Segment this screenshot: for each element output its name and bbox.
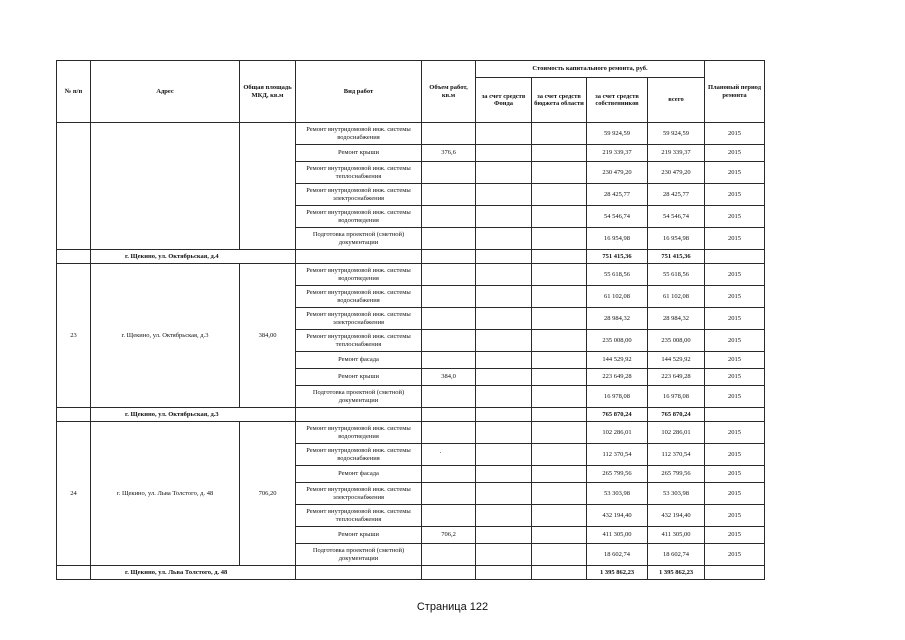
cost-own: 219 339,37 <box>587 145 648 162</box>
cost-total: 16 978,08 <box>648 386 705 408</box>
cost-total: 112 370,54 <box>648 444 705 466</box>
subtotal-period-cell <box>705 566 765 580</box>
cost-total: 102 286,01 <box>648 422 705 444</box>
subtotal-work-cell <box>296 408 422 422</box>
header-fund: за счет средств Фонда <box>476 78 532 123</box>
work-type: Ремонт внутридомовой инж. системы водоотведения <box>296 206 422 228</box>
cost-total: 265 799,56 <box>648 466 705 483</box>
cost-total: 219 339,37 <box>648 145 705 162</box>
subtotal-budget-cell <box>532 408 587 422</box>
cost-budget <box>532 286 587 308</box>
cost-own: 28 984,32 <box>587 308 648 330</box>
repair-period: 2015 <box>705 286 765 308</box>
work-type: Ремонт фасада <box>296 466 422 483</box>
subtotal-num-cell <box>57 408 91 422</box>
scan-speck <box>440 452 441 453</box>
row-area: 384,00 <box>240 264 296 408</box>
header-area: Общая площадь МКД, кв.м <box>240 61 296 123</box>
subtotal-total: 1 395 862,23 <box>648 566 705 580</box>
cost-total: 432 194,40 <box>648 505 705 527</box>
cost-fund <box>476 330 532 352</box>
cost-fund <box>476 286 532 308</box>
work-volume <box>422 184 476 206</box>
subtotal-fund-cell <box>476 408 532 422</box>
work-type: Ремонт фасада <box>296 352 422 369</box>
cost-budget <box>532 330 587 352</box>
subtotal-total: 751 415,36 <box>648 250 705 264</box>
header-work: Вид работ <box>296 61 422 123</box>
header-budget: за счет средств бюджета области <box>532 78 587 123</box>
repair-period: 2015 <box>705 505 765 527</box>
cost-budget <box>532 123 587 145</box>
work-type: Ремонт крыши <box>296 369 422 386</box>
subtotal-volume-cell <box>422 250 476 264</box>
work-type: Ремонт внутридомовой инж. системы водоотведения <box>296 264 422 286</box>
work-type: Ремонт внутридомовой инж. системы теплоснабжения <box>296 505 422 527</box>
cost-budget <box>532 162 587 184</box>
work-volume: 376,6 <box>422 145 476 162</box>
cost-own: 18 602,74 <box>587 544 648 566</box>
subtotal-num-cell <box>57 566 91 580</box>
cost-fund <box>476 527 532 544</box>
cost-own: 16 954,98 <box>587 228 648 250</box>
table-body <box>57 61 765 580</box>
cost-fund <box>476 369 532 386</box>
header-row <box>57 61 765 78</box>
cost-fund <box>476 422 532 444</box>
repair-period: 2015 <box>705 145 765 162</box>
subtotal-num-cell <box>57 250 91 264</box>
cost-budget <box>532 483 587 505</box>
work-type: Подготовка проектной (сметной) документации <box>296 544 422 566</box>
work-type: Ремонт внутридомовой инж. системы водоснабжения <box>296 123 422 145</box>
cost-budget <box>532 352 587 369</box>
work-volume <box>422 386 476 408</box>
cost-fund <box>476 505 532 527</box>
cost-total: 411 305,00 <box>648 527 705 544</box>
cost-fund <box>476 145 532 162</box>
work-volume: 384,0 <box>422 369 476 386</box>
cost-own: 53 303,98 <box>587 483 648 505</box>
subtotal-fund-cell <box>476 566 532 580</box>
work-volume <box>422 444 476 466</box>
work-type: Подготовка проектной (сметной) документации <box>296 228 422 250</box>
cost-fund <box>476 162 532 184</box>
cost-budget <box>532 184 587 206</box>
cost-own: 432 194,40 <box>587 505 648 527</box>
work-volume <box>422 308 476 330</box>
cost-total: 16 954,98 <box>648 228 705 250</box>
cost-fund <box>476 544 532 566</box>
work-type: Ремонт внутридомовой инж. системы электроснабжения <box>296 308 422 330</box>
cost-total: 223 649,28 <box>648 369 705 386</box>
work-volume <box>422 466 476 483</box>
cost-total: 230 479,20 <box>648 162 705 184</box>
page-number: Страница 122 <box>416 601 489 613</box>
header-num: № п/п <box>57 61 91 123</box>
subtotal-budget-cell <box>532 566 587 580</box>
subtotal-row <box>57 566 765 580</box>
work-type: Ремонт внутридомовой инж. системы водоснабжения <box>296 286 422 308</box>
repair-period: 2015 <box>705 483 765 505</box>
header-volume: Объем работ, кв.м <box>422 61 476 123</box>
work-volume <box>422 422 476 444</box>
cost-total: 28 984,32 <box>648 308 705 330</box>
work-volume <box>422 286 476 308</box>
cost-own: 223 649,28 <box>587 369 648 386</box>
cost-budget <box>532 444 587 466</box>
repair-period: 2015 <box>705 308 765 330</box>
cost-budget <box>532 505 587 527</box>
work-volume <box>422 228 476 250</box>
subtotal-row <box>57 408 765 422</box>
capital-repair-table <box>56 60 765 580</box>
work-volume <box>422 206 476 228</box>
work-volume <box>422 123 476 145</box>
table-row <box>57 422 765 444</box>
cost-own: 235 008,00 <box>587 330 648 352</box>
repair-period: 2015 <box>705 527 765 544</box>
cost-fund <box>476 264 532 286</box>
work-volume <box>422 483 476 505</box>
subtotal-period-cell <box>705 250 765 264</box>
subtotal-row <box>57 250 765 264</box>
subtotal-own: 1 395 862,23 <box>587 566 648 580</box>
subtotal-own: 765 870,24 <box>587 408 648 422</box>
cost-total: 18 602,74 <box>648 544 705 566</box>
cost-fund <box>476 123 532 145</box>
cost-total: 55 618,56 <box>648 264 705 286</box>
header-period: Плановый период ремонта <box>705 61 765 123</box>
table-row <box>57 123 765 145</box>
cost-own: 230 479,20 <box>587 162 648 184</box>
cost-own: 102 286,01 <box>587 422 648 444</box>
subtotal-own: 751 415,36 <box>587 250 648 264</box>
work-volume <box>422 505 476 527</box>
repair-period: 2015 <box>705 330 765 352</box>
repair-period: 2015 <box>705 544 765 566</box>
cost-budget <box>532 145 587 162</box>
repair-period: 2015 <box>705 466 765 483</box>
header-total: всего <box>648 78 705 123</box>
cost-own: 411 305,00 <box>587 527 648 544</box>
repair-period: 2015 <box>705 228 765 250</box>
cost-fund <box>476 483 532 505</box>
row-address: г. Щекино, ул. Льва Толстого, д. 48 <box>91 422 240 566</box>
cost-own: 16 978,08 <box>587 386 648 408</box>
cost-own: 112 370,54 <box>587 444 648 466</box>
work-type: Ремонт внутридомовой инж. системы водоснабжения <box>296 444 422 466</box>
repair-period: 2015 <box>705 123 765 145</box>
work-volume <box>422 162 476 184</box>
cost-budget <box>532 527 587 544</box>
subtotal-work-cell <box>296 250 422 264</box>
cost-own: 61 102,08 <box>587 286 648 308</box>
work-type: Ремонт внутридомовой инж. системы водоотведения <box>296 422 422 444</box>
cost-total: 235 008,00 <box>648 330 705 352</box>
repair-period: 2015 <box>705 206 765 228</box>
cost-fund <box>476 206 532 228</box>
work-type: Ремонт внутридомовой инж. системы электроснабжения <box>296 184 422 206</box>
work-volume <box>422 264 476 286</box>
cost-budget <box>532 228 587 250</box>
cost-fund <box>476 466 532 483</box>
cost-budget <box>532 264 587 286</box>
row-area: 706,20 <box>240 422 296 566</box>
cost-fund <box>476 352 532 369</box>
cost-own: 28 425,77 <box>587 184 648 206</box>
subtotal-address: г. Щекино, ул. Октябрьская, д.4 <box>91 250 296 264</box>
cost-fund <box>476 444 532 466</box>
repair-period: 2015 <box>705 444 765 466</box>
header-cost-group: Стоимость капитального ремонта, руб. <box>476 61 705 78</box>
work-type: Ремонт крыши <box>296 145 422 162</box>
cost-budget <box>532 369 587 386</box>
row-address <box>91 123 240 250</box>
cost-total: 144 529,92 <box>648 352 705 369</box>
subtotal-volume-cell <box>422 566 476 580</box>
cost-total: 59 924,59 <box>648 123 705 145</box>
work-type: Подготовка проектной (сметной) документации <box>296 386 422 408</box>
cost-total: 53 303,98 <box>648 483 705 505</box>
cost-total: 28 425,77 <box>648 184 705 206</box>
work-volume <box>422 330 476 352</box>
header-address: Адрес <box>91 61 240 123</box>
repair-period: 2015 <box>705 422 765 444</box>
work-volume: 706,2 <box>422 527 476 544</box>
cost-budget <box>532 308 587 330</box>
work-volume <box>422 544 476 566</box>
repair-period: 2015 <box>705 352 765 369</box>
subtotal-volume-cell <box>422 408 476 422</box>
subtotal-address: г. Щекино, ул. Льва Толстого, д. 48 <box>91 566 296 580</box>
cost-own: 144 529,92 <box>587 352 648 369</box>
cost-budget <box>532 544 587 566</box>
cost-budget <box>532 422 587 444</box>
work-type: Ремонт внутридомовой инж. системы теплоснабжения <box>296 162 422 184</box>
cost-fund <box>476 308 532 330</box>
cost-total: 54 546,74 <box>648 206 705 228</box>
repair-period: 2015 <box>705 386 765 408</box>
repair-period: 2015 <box>705 369 765 386</box>
repair-period: 2015 <box>705 184 765 206</box>
cost-budget <box>532 466 587 483</box>
row-number: 23 <box>57 264 91 408</box>
work-type: Ремонт внутридомовой инж. системы электроснабжения <box>296 483 422 505</box>
cost-total: 61 102,08 <box>648 286 705 308</box>
subtotal-period-cell <box>705 408 765 422</box>
repair-period: 2015 <box>705 264 765 286</box>
subtotal-fund-cell <box>476 250 532 264</box>
row-address: г. Щекино, ул. Октябрьская, д.3 <box>91 264 240 408</box>
header-own: за счет средств собственников <box>587 78 648 123</box>
subtotal-address: г. Щекино, ул. Октябрьская, д.3 <box>91 408 296 422</box>
cost-own: 59 924,59 <box>587 123 648 145</box>
cost-own: 265 799,56 <box>587 466 648 483</box>
subtotal-work-cell <box>296 566 422 580</box>
row-number <box>57 123 91 250</box>
cost-budget <box>532 206 587 228</box>
row-number: 24 <box>57 422 91 566</box>
work-type: Ремонт внутридомовой инж. системы теплоснабжения <box>296 330 422 352</box>
work-volume <box>422 352 476 369</box>
table-row <box>57 264 765 286</box>
subtotal-budget-cell <box>532 250 587 264</box>
repair-period: 2015 <box>705 162 765 184</box>
cost-own: 55 618,56 <box>587 264 648 286</box>
cost-fund <box>476 228 532 250</box>
work-type: Ремонт крыши <box>296 527 422 544</box>
cost-budget <box>532 386 587 408</box>
cost-own: 54 546,74 <box>587 206 648 228</box>
cost-fund <box>476 386 532 408</box>
cost-fund <box>476 184 532 206</box>
subtotal-total: 765 870,24 <box>648 408 705 422</box>
row-area <box>240 123 296 250</box>
